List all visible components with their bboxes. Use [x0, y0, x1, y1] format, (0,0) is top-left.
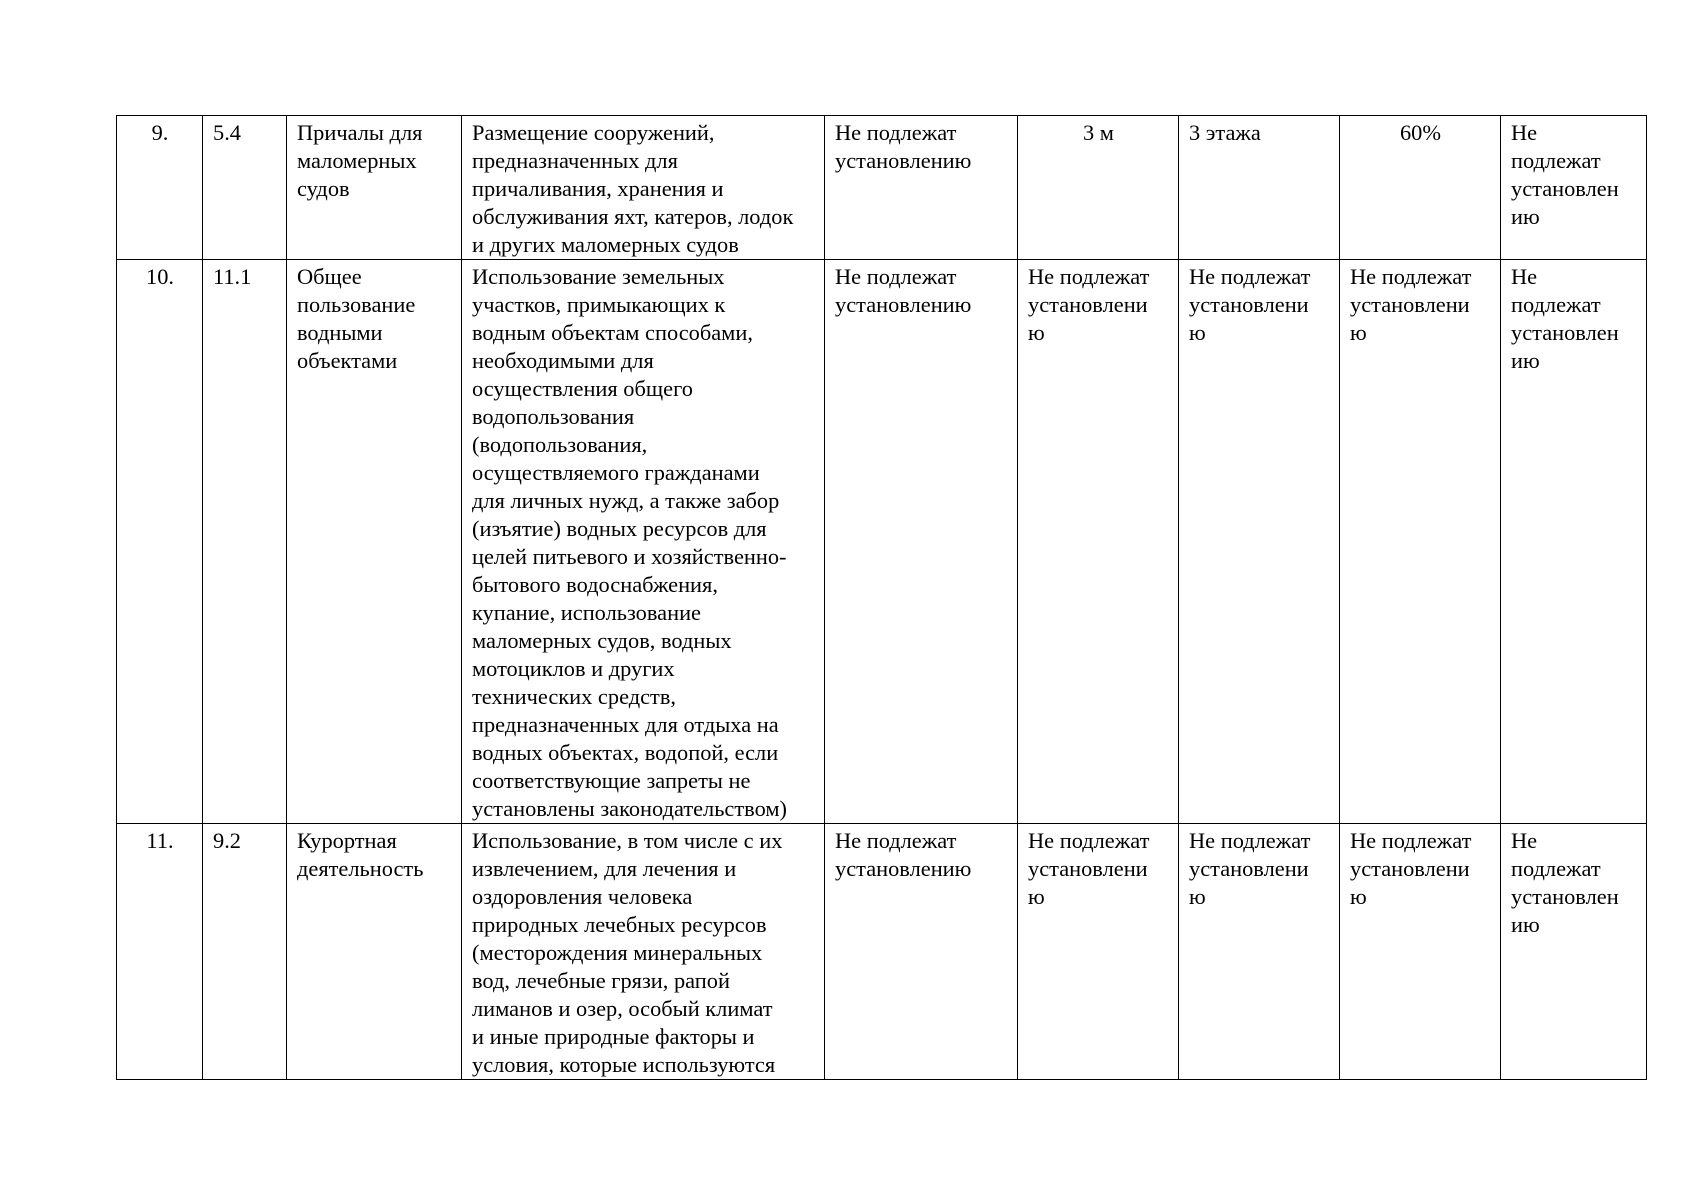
value-cell-5: Не подлежат установлению: [825, 116, 1018, 260]
land-use-table: [116, 115, 1647, 1080]
value-cell-9: Не подлежат установлен ию: [1501, 116, 1647, 260]
value-cell-7: 3 этажа: [1179, 116, 1340, 260]
value-cell-9: Не подлежат установлен ию: [1501, 824, 1647, 1080]
value-cell-8: 60%: [1340, 116, 1501, 260]
row-number-cell: 10.: [117, 260, 203, 824]
value-cell-8: Не подлежат установлени ю: [1340, 824, 1501, 1080]
value-cell-5: Не подлежат установлению: [825, 824, 1018, 1080]
use-name-cell: Причалы для маломерных судов: [287, 116, 462, 260]
value-cell-5: Не подлежат установлению: [825, 260, 1018, 824]
value-cell-9: Не подлежат установлен ию: [1501, 260, 1647, 824]
code-cell: 5.4: [203, 116, 287, 260]
row-number-cell: 9.: [117, 116, 203, 260]
description-cell: Использование земельных участков, примыкающих к водным объектам способами, необходимыми для осуществления общего водопользования (водопользования, осуществляемого гражданами для личных нужд, а также забор (изъятие) водных ресурсов для целей питьевого и хозяйственно- бытового водоснабжения, купание, использование маломерных судов, водных мотоциклов и других технических средств, предназначенных для отдыха на водных объектах, водопой, если соответствующие запреты не установлены законодательством): [462, 260, 825, 824]
value-cell-6: Не подлежат установлени ю: [1018, 824, 1179, 1080]
table-row: [117, 824, 1647, 1080]
row-number-cell: 11.: [117, 824, 203, 1080]
code-cell: 9.2: [203, 824, 287, 1080]
description-cell: Размещение сооружений, предназначенных для причаливания, хранения и обслуживания яхт, катеров, лодок и других маломерных судов: [462, 116, 825, 260]
use-name-cell: Курортная деятельность: [287, 824, 462, 1080]
value-cell-7: Не подлежат установлени ю: [1179, 260, 1340, 824]
table-row: [117, 260, 1647, 824]
table-row: [117, 116, 1647, 260]
code-cell: 11.1: [203, 260, 287, 824]
value-cell-6: 3 м: [1018, 116, 1179, 260]
value-cell-8: Не подлежат установлени ю: [1340, 260, 1501, 824]
value-cell-7: Не подлежат установлени ю: [1179, 824, 1340, 1080]
value-cell-6: Не подлежат установлени ю: [1018, 260, 1179, 824]
description-cell: Использование, в том числе с их извлечением, для лечения и оздоровления человека природных лечебных ресурсов (месторождения минеральных вод, лечебные грязи, рапой лиманов и озер, особый климат и иные природные факторы и условия, которые используются: [462, 824, 825, 1080]
use-name-cell: Общее пользование водными объектами: [287, 260, 462, 824]
